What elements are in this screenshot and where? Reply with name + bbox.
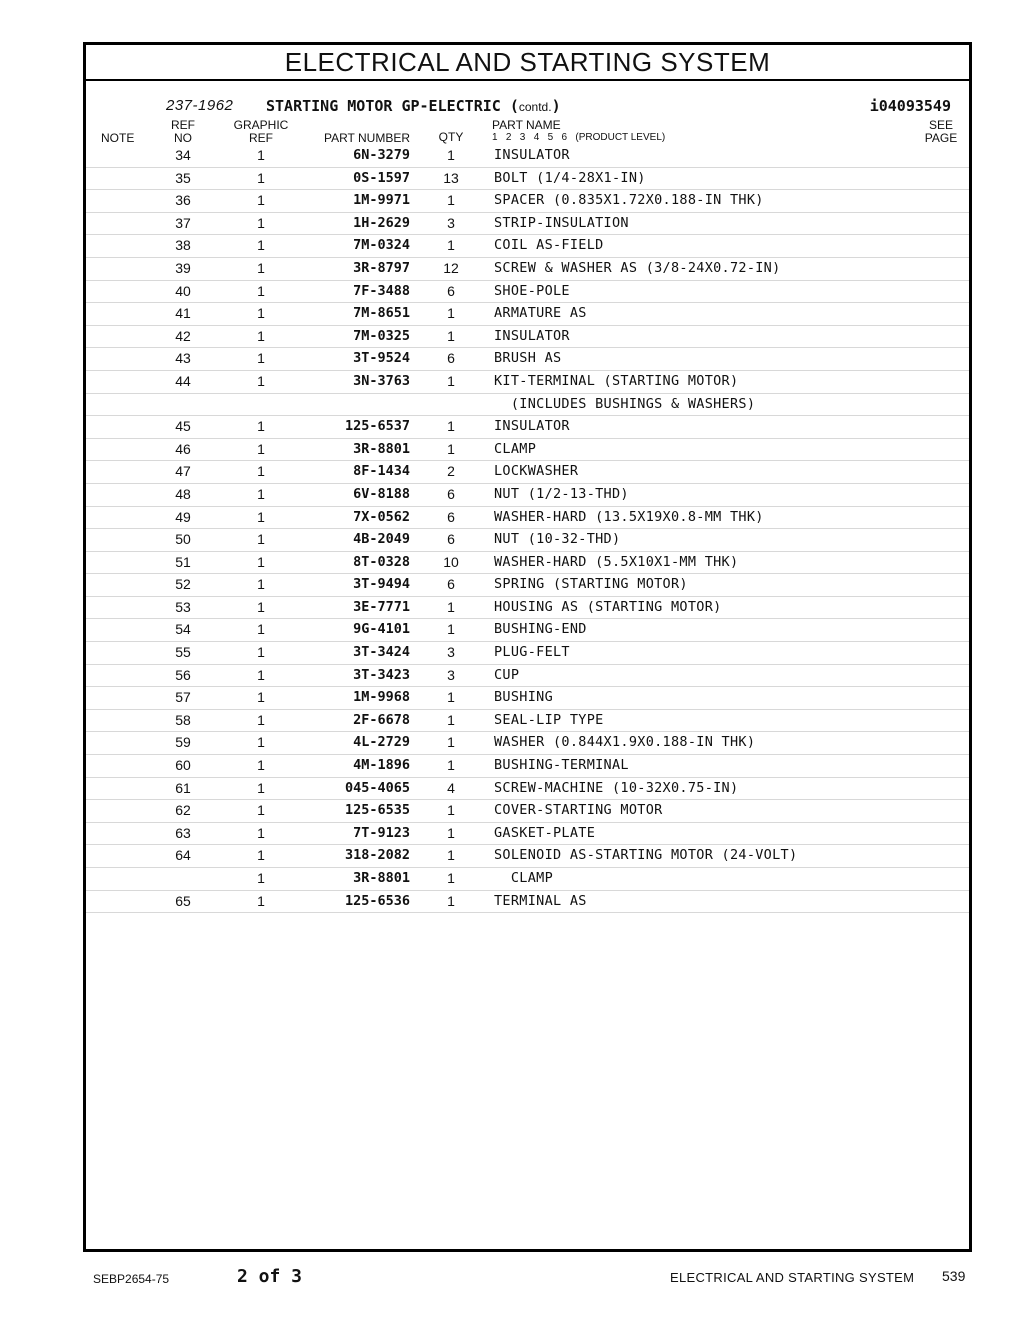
header-product-levels: 1 2 3 4 5 6 (PRODUCT LEVEL): [492, 132, 666, 143]
row-graphic-ref: 1: [257, 576, 265, 593]
row-graphic-ref: 1: [257, 463, 265, 480]
row-ref-no: 61: [175, 779, 191, 796]
row-ref-no: 64: [175, 847, 191, 864]
row-ref-no: 34: [175, 147, 191, 163]
row-qty: 4: [447, 779, 455, 796]
header-ref-top: REF: [171, 118, 195, 132]
row-part-name: (INCLUDES BUSHINGS & WASHERS): [494, 395, 756, 412]
row-graphic-ref: 1: [257, 372, 265, 389]
row-qty: 1: [447, 847, 455, 864]
row-graphic-ref: 1: [257, 847, 265, 864]
footer-doc-number: SEBP2654-75: [93, 1272, 170, 1286]
row-part-name: ARMATURE AS: [494, 305, 587, 322]
table-row: [86, 823, 969, 846]
row-part-number: 8F-1434: [353, 463, 410, 480]
table-row: [86, 281, 969, 304]
footer-page-of: 2 of 3: [237, 1266, 303, 1287]
row-part-name: INSULATOR: [494, 418, 570, 435]
table-row: [86, 190, 969, 213]
header-graphic-top: GRAPHIC: [233, 118, 289, 132]
row-qty: 1: [447, 802, 455, 819]
group-id: i04093549: [869, 97, 951, 115]
row-part-number: 4B-2049: [353, 531, 410, 548]
table-row: [86, 416, 969, 439]
row-ref-no: 63: [175, 824, 191, 841]
row-qty: 13: [443, 169, 459, 186]
row-ref-no: 57: [175, 689, 191, 706]
row-part-number: 2F-6678: [353, 711, 410, 728]
table-row: [86, 461, 969, 484]
row-part-number: 3E-7771: [353, 598, 410, 615]
row-ref-no: 42: [175, 327, 191, 344]
table-row: [86, 258, 969, 281]
row-qty: 3: [447, 644, 455, 661]
table-row: [86, 371, 969, 394]
row-part-name: SPACER (0.835X1.72X0.188-IN THK): [494, 192, 764, 209]
header-part-number: PART NUMBER: [323, 131, 410, 145]
row-ref-no: 37: [175, 214, 191, 231]
table-row: [86, 665, 969, 688]
row-part-number: 4L-2729: [353, 734, 410, 751]
row-graphic-ref: 1: [257, 644, 265, 661]
row-graphic-ref: 1: [257, 350, 265, 367]
table-row: [86, 529, 969, 552]
row-ref-no: 45: [175, 418, 191, 435]
row-part-name: HOUSING AS (STARTING MOTOR): [494, 598, 722, 615]
row-graphic-ref: 1: [257, 327, 265, 344]
row-part-name: SPRING (STARTING MOTOR): [494, 576, 688, 593]
row-qty: 1: [447, 305, 455, 322]
row-qty: 1: [447, 689, 455, 706]
row-part-name: BRUSH AS: [494, 350, 562, 367]
row-graphic-ref: 1: [257, 305, 265, 322]
table-row: [86, 484, 969, 507]
row-part-name: CLAMP: [494, 870, 553, 886]
row-graphic-ref: 1: [257, 214, 265, 231]
row-part-name: SEAL-LIP TYPE: [494, 711, 604, 728]
row-graphic-ref: 1: [257, 802, 265, 819]
row-graphic-ref: 1: [257, 598, 265, 615]
row-ref-no: 53: [175, 598, 191, 615]
row-part-number: 045-4065: [344, 779, 410, 796]
row-graphic-ref: 1: [257, 734, 265, 751]
row-part-name: SHOE-POLE: [494, 282, 570, 299]
row-graphic-ref: 1: [257, 237, 265, 254]
row-ref-no: 51: [175, 553, 191, 570]
row-graphic-ref: 1: [257, 666, 265, 683]
group-number: 237-1962: [166, 97, 234, 114]
row-part-name: INSULATOR: [494, 327, 570, 344]
table-row: [86, 778, 969, 801]
row-part-name: SCREW & WASHER AS (3/8-24X0.72-IN): [494, 259, 781, 276]
row-part-name: BUSHING-END: [494, 621, 587, 638]
row-graphic-ref: 1: [257, 824, 265, 841]
row-qty: 1: [447, 147, 455, 163]
row-part-name: CLAMP: [494, 440, 537, 457]
row-qty: 6: [447, 282, 455, 299]
row-ref-no: 39: [175, 259, 191, 276]
row-part-name: INSULATOR: [494, 147, 570, 163]
table-row: [86, 732, 969, 755]
row-ref-no: 40: [175, 282, 191, 299]
row-part-number: 1M-9968: [353, 689, 410, 706]
row-qty: 1: [447, 757, 455, 774]
row-graphic-ref: 1: [257, 621, 265, 638]
header-note: NOTE: [101, 131, 135, 145]
group-header: [86, 97, 969, 117]
row-qty: 1: [447, 372, 455, 389]
row-part-name: BOLT (1/4-28X1-IN): [494, 169, 646, 186]
table-row: [86, 642, 969, 665]
row-part-number: 6V-8188: [353, 485, 410, 502]
row-graphic-ref: 1: [257, 892, 265, 909]
row-part-number: 318-2082: [344, 847, 410, 864]
row-part-number: 1M-9971: [353, 192, 410, 209]
row-part-number: 7X-0562: [353, 508, 410, 525]
footer-page-number: 539: [942, 1268, 966, 1284]
row-ref-no: 59: [175, 734, 191, 751]
row-qty: 6: [447, 531, 455, 548]
row-part-name: GASKET-PLATE: [494, 824, 596, 841]
row-part-name: WASHER-HARD (5.5X10X1-MM THK): [494, 553, 739, 570]
row-qty: 1: [447, 440, 455, 457]
row-part-number: 7M-0324: [353, 237, 410, 254]
group-close: ): [551, 97, 561, 115]
table-row: [86, 145, 969, 168]
row-part-number: 8T-0328: [353, 553, 410, 570]
row-part-name: PLUG-FELT: [494, 644, 570, 661]
row-ref-no: 55: [175, 644, 191, 661]
row-qty: 1: [447, 418, 455, 435]
row-part-number: 6N-3279: [353, 147, 410, 163]
table-row: [86, 845, 969, 868]
row-qty: 10: [443, 553, 459, 570]
page-footer: [0, 1262, 1020, 1292]
row-graphic-ref: 1: [257, 418, 265, 435]
row-part-number: 7F-3488: [353, 282, 410, 299]
row-part-name: SOLENOID AS-STARTING MOTOR (24-VOLT): [494, 847, 798, 864]
row-graphic-ref: 1: [257, 553, 265, 570]
row-qty: 1: [447, 870, 455, 886]
row-qty: 1: [447, 598, 455, 615]
table-row: [86, 891, 969, 914]
table-row: [86, 868, 969, 891]
row-part-number: 3R-8801: [353, 440, 410, 457]
table-row: [86, 168, 969, 191]
table-row: [86, 348, 969, 371]
table-row: [86, 213, 969, 236]
row-qty: 1: [447, 327, 455, 344]
row-ref-no: 52: [175, 576, 191, 593]
row-ref-no: 49: [175, 508, 191, 525]
row-part-name: NUT (1/2-13-THD): [494, 485, 629, 502]
row-graphic-ref: 1: [257, 870, 265, 886]
row-ref-no: 38: [175, 237, 191, 254]
row-ref-no: 44: [175, 372, 191, 389]
row-part-number: 9G-4101: [353, 621, 410, 638]
table-row: [86, 439, 969, 462]
row-qty: 6: [447, 576, 455, 593]
table-row: [86, 552, 969, 575]
table-row: [86, 755, 969, 778]
row-part-number: 3N-3763: [353, 372, 410, 389]
row-ref-no: 47: [175, 463, 191, 480]
header-part-name: PART NAME: [492, 118, 561, 132]
row-part-name: TERMINAL AS: [494, 892, 587, 909]
row-graphic-ref: 1: [257, 531, 265, 548]
row-qty: 1: [447, 711, 455, 728]
header-graphic-bottom: REF: [249, 131, 273, 145]
page-title: ELECTRICAL AND STARTING SYSTEM: [86, 45, 969, 81]
row-part-number: 3R-8801: [353, 870, 410, 886]
row-graphic-ref: 1: [257, 779, 265, 796]
table-row: [86, 235, 969, 258]
row-part-number: 3T-3423: [353, 666, 410, 683]
row-qty: 1: [447, 892, 455, 909]
row-qty: 3: [447, 214, 455, 231]
column-headers: [86, 117, 969, 147]
row-part-name: NUT (10-32-THD): [494, 531, 621, 548]
row-part-name: WASHER (0.844X1.9X0.188-IN THK): [494, 734, 756, 751]
row-part-number: 0S-1597: [353, 169, 410, 186]
table-row: [86, 326, 969, 349]
row-part-number: 125-6537: [344, 418, 410, 435]
row-part-number: 3T-9524: [353, 350, 410, 367]
parts-table: [86, 145, 969, 913]
group-title: [266, 97, 561, 115]
row-part-number: 1H-2629: [353, 214, 410, 231]
row-graphic-ref: 1: [257, 757, 265, 774]
row-part-name: WASHER-HARD (13.5X19X0.8-MM THK): [494, 508, 764, 525]
row-part-name: BUSHING-TERMINAL: [494, 757, 629, 774]
table-row: [86, 597, 969, 620]
row-graphic-ref: 1: [257, 169, 265, 186]
row-qty: 6: [447, 508, 455, 525]
table-row: [86, 507, 969, 530]
parts-page-frame: [83, 42, 972, 1252]
row-qty: 1: [447, 734, 455, 751]
table-row: [86, 800, 969, 823]
header-ref-bottom: NO: [174, 131, 192, 145]
row-qty: 3: [447, 666, 455, 683]
row-part-name: BUSHING: [494, 689, 553, 706]
row-ref-no: 46: [175, 440, 191, 457]
row-ref-no: 36: [175, 192, 191, 209]
row-qty: 2: [447, 463, 455, 480]
row-qty: 1: [447, 192, 455, 209]
row-graphic-ref: 1: [257, 689, 265, 706]
header-qty: QTY: [438, 130, 464, 144]
row-ref-no: 58: [175, 711, 191, 728]
row-part-number: 3R-8797: [353, 259, 410, 276]
group-name: STARTING MOTOR GP-ELECTRIC (: [266, 97, 519, 115]
table-row: [86, 303, 969, 326]
header-see-top: SEE: [928, 118, 953, 132]
row-ref-no: 50: [175, 531, 191, 548]
row-ref-no: 65: [175, 892, 191, 909]
footer-section: ELECTRICAL AND STARTING SYSTEM: [670, 1270, 915, 1285]
table-row: [86, 394, 969, 417]
row-graphic-ref: 1: [257, 508, 265, 525]
row-ref-no: 35: [175, 169, 191, 186]
row-graphic-ref: 1: [257, 485, 265, 502]
row-part-number: 7T-9123: [353, 824, 410, 841]
row-part-number: 3T-9494: [353, 576, 410, 593]
table-row: [86, 710, 969, 733]
row-part-name: SCREW-MACHINE (10-32X0.75-IN): [494, 779, 739, 796]
row-ref-no: 62: [175, 802, 191, 819]
row-part-number: 125-6536: [344, 892, 410, 909]
row-ref-no: 41: [175, 305, 191, 322]
row-graphic-ref: 1: [257, 282, 265, 299]
row-graphic-ref: 1: [257, 711, 265, 728]
row-part-name: STRIP-INSULATION: [494, 214, 629, 231]
row-part-name: LOCKWASHER: [494, 463, 579, 480]
group-contd: contd.: [518, 100, 552, 114]
row-part-number: 3T-3424: [353, 644, 410, 661]
header-see-bottom: PAGE: [924, 131, 958, 145]
row-part-number: 125-6535: [344, 802, 410, 819]
row-qty: 1: [447, 621, 455, 638]
row-graphic-ref: 1: [257, 192, 265, 209]
row-qty: 12: [443, 259, 459, 276]
row-part-name: CUP: [494, 666, 520, 683]
row-part-number: 7M-0325: [353, 327, 410, 344]
row-part-name: KIT-TERMINAL (STARTING MOTOR): [494, 372, 739, 389]
row-qty: 6: [447, 485, 455, 502]
row-graphic-ref: 1: [257, 147, 265, 163]
row-qty: 1: [447, 237, 455, 254]
row-ref-no: 43: [175, 350, 191, 367]
row-part-name: COIL AS-FIELD: [494, 237, 604, 254]
row-ref-no: 56: [175, 666, 191, 683]
table-row: [86, 687, 969, 710]
row-part-number: 4M-1896: [353, 757, 410, 774]
row-qty: 6: [447, 350, 455, 367]
row-ref-no: 48: [175, 485, 191, 502]
row-part-number: 7M-8651: [353, 305, 410, 322]
row-qty: 1: [447, 824, 455, 841]
row-graphic-ref: 1: [257, 440, 265, 457]
row-ref-no: 54: [175, 621, 191, 638]
row-graphic-ref: 1: [257, 259, 265, 276]
row-ref-no: 60: [175, 757, 191, 774]
table-row: [86, 619, 969, 642]
row-part-name: COVER-STARTING MOTOR: [494, 802, 663, 819]
table-row: [86, 574, 969, 597]
